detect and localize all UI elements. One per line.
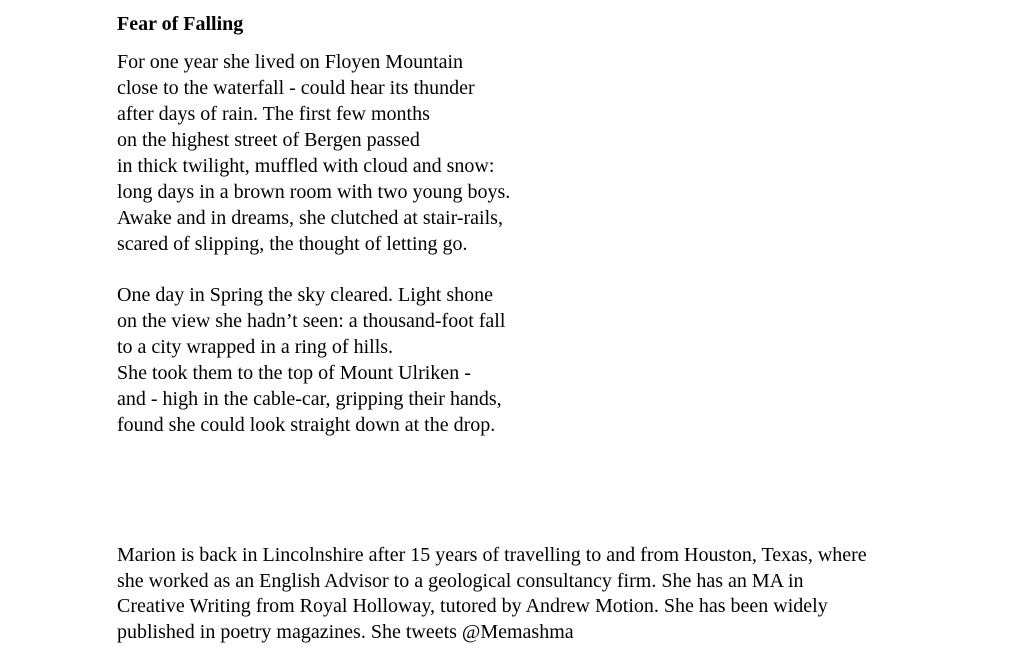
poem-line: One day in Spring the sky cleared. Light shone: [117, 284, 494, 306]
poem-line: She took them to the top of Mount Ulriken -: [117, 362, 471, 384]
bio-line: she worked as an English Advisor to a geological consultancy firm. She has an MA in: [117, 569, 804, 592]
poem-line: on the view she hadn’t seen: a thousand-foot fall: [117, 310, 506, 332]
poem-line: close to the waterfall - could hear its thunder: [117, 77, 475, 99]
poem-line: scared of slipping, the thought of letting go.: [117, 233, 468, 255]
poem-line: on the highest street of Bergen passed: [117, 129, 420, 151]
poem-line: after days of rain. The first few months: [117, 103, 430, 125]
poem-stanza-2: [117, 282, 505, 438]
poem-line: For one year she lived on Floyen Mountain: [117, 51, 464, 73]
poem-line: long days in a brown room with two young boys.: [117, 181, 511, 203]
poem-line: to a city wrapped in a ring of hills.: [117, 336, 394, 358]
poem-stanza-1: [117, 49, 510, 257]
poem-line: Awake and in dreams, she clutched at stair-rails,: [117, 207, 503, 229]
poem-line: found she could look straight down at the drop.: [117, 414, 496, 436]
poem-line: in thick twilight, muffled with cloud and snow:: [117, 155, 495, 177]
author-bio: [117, 543, 867, 645]
bio-line: Creative Writing from Royal Holloway, tutored by Andrew Motion. She has been widely: [117, 595, 828, 617]
poem-line: and - high in the cable-car, gripping their hands,: [117, 388, 502, 410]
poem-title: Fear of Falling: [117, 13, 244, 35]
bio-line: published in poetry magazines. She tweets @Memashma: [117, 620, 574, 643]
bio-line: Marion is back in Lincolnshire after 15 years of travelling to and from Houston, Texas, where: [117, 544, 867, 566]
